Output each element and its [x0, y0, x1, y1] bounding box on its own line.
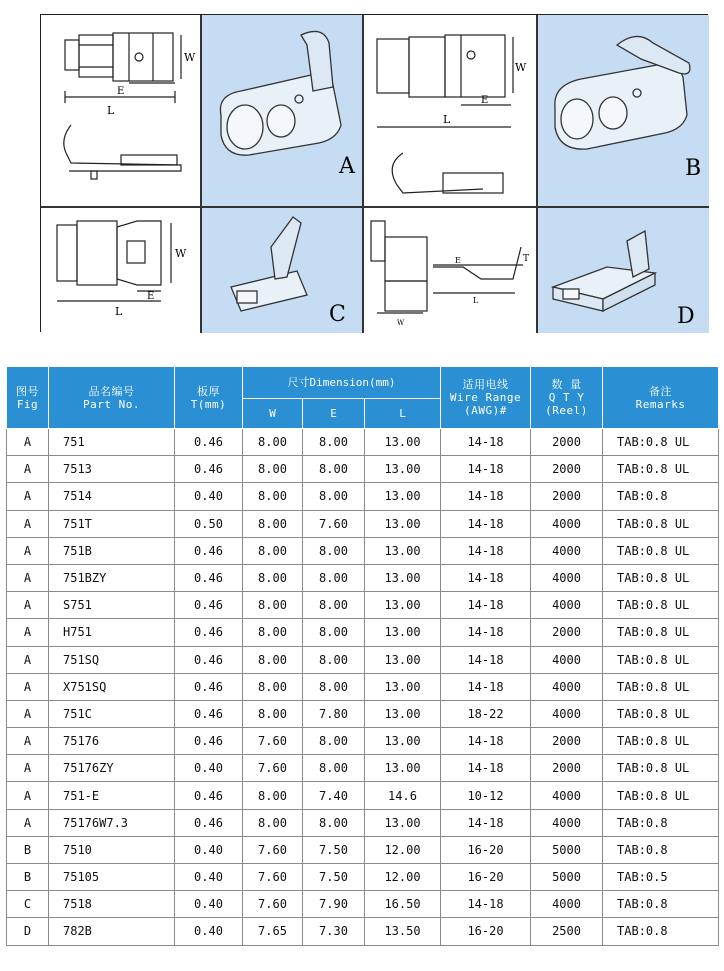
cell-part-no: 751SQ [49, 646, 175, 673]
terminal-d-drawing-svg [363, 207, 537, 333]
table-row [7, 564, 719, 591]
cell-thickness: 0.40 [175, 891, 243, 918]
cell-remarks: TAB:0.8 [603, 918, 719, 945]
cell-thickness: 0.46 [175, 700, 243, 727]
table-row [7, 728, 719, 755]
dim-w-label-a: W [184, 51, 196, 64]
cell-l: 13.00 [365, 537, 441, 564]
cell-qty: 2000 [531, 483, 603, 510]
table-row [7, 592, 719, 619]
col-header-w: W [243, 399, 303, 429]
cell-thickness: 0.46 [175, 592, 243, 619]
terminal-a-drawing-svg [41, 15, 201, 207]
cell-e: 8.00 [303, 564, 365, 591]
cell-thickness: 0.46 [175, 537, 243, 564]
fig-letter-c: C [329, 302, 346, 327]
cell-l: 13.50 [365, 918, 441, 945]
cell-thickness: 0.50 [175, 510, 243, 537]
cell-qty: 2000 [531, 619, 603, 646]
dim-l-label-a: L [107, 104, 115, 117]
cell-w: 8.00 [243, 619, 303, 646]
cell-wire-range: 14-18 [441, 646, 531, 673]
cell-remarks: TAB:0.8 [603, 836, 719, 863]
cell-remarks: TAB:0.8 UL [603, 564, 719, 591]
cell-remarks: TAB:0.8 UL [603, 755, 719, 782]
col-header-qty-en2: (Reel) [545, 404, 588, 417]
col-header-wire [441, 367, 531, 429]
cell-remarks: TAB:0.8 UL [603, 700, 719, 727]
cell-qty: 5000 [531, 864, 603, 891]
cell-part-no: 7518 [49, 891, 175, 918]
col-header-l: L [365, 399, 441, 429]
cell-w: 7.60 [243, 755, 303, 782]
diagram-a-render [201, 15, 363, 207]
col-header-thickness-en: T(mm) [190, 397, 227, 411]
grid-divider-v1 [200, 15, 202, 333]
cell-l: 13.00 [365, 429, 441, 456]
table-row [7, 646, 719, 673]
cell-thickness: 0.40 [175, 864, 243, 891]
spec-table [6, 366, 719, 946]
cell-remarks: TAB:0.8 [603, 809, 719, 836]
dim-e-label-c: E [147, 291, 155, 302]
cell-remarks: TAB:0.8 UL [603, 728, 719, 755]
cell-thickness: 0.46 [175, 728, 243, 755]
cell-l: 12.00 [365, 864, 441, 891]
cell-thickness: 0.40 [175, 836, 243, 863]
cell-w: 8.00 [243, 537, 303, 564]
cell-thickness: 0.46 [175, 673, 243, 700]
cell-wire-range: 14-18 [441, 537, 531, 564]
cell-wire-range: 16-20 [441, 864, 531, 891]
col-header-e: E [303, 399, 365, 429]
cell-w: 8.00 [243, 564, 303, 591]
cell-e: 8.00 [303, 537, 365, 564]
cell-e: 8.00 [303, 809, 365, 836]
cell-l: 13.00 [365, 728, 441, 755]
cell-fig: A [7, 728, 49, 755]
dim-w-label-c: W [175, 247, 187, 260]
dim-l-label-d: L [473, 296, 479, 305]
table-row [7, 483, 719, 510]
grid-divider-h1 [41, 206, 709, 208]
diagram-d-drawing [363, 207, 537, 333]
terminal-b-drawing-svg [363, 15, 537, 207]
cell-fig: A [7, 564, 49, 591]
cell-l: 13.00 [365, 673, 441, 700]
cell-e: 7.50 [303, 864, 365, 891]
cell-fig: A [7, 673, 49, 700]
diagram-b-render [537, 15, 709, 207]
col-header-wire-en2: (AWG)# [464, 404, 507, 417]
cell-part-no: 751-E [49, 782, 175, 809]
cell-l: 12.00 [365, 836, 441, 863]
cell-w: 7.65 [243, 918, 303, 945]
cell-thickness: 0.46 [175, 429, 243, 456]
cell-w: 7.60 [243, 836, 303, 863]
col-header-thickness-cn: 板厚 [197, 384, 220, 398]
cell-w: 8.00 [243, 429, 303, 456]
dim-e-label-a: E [117, 86, 125, 97]
cell-remarks: TAB:0.8 UL [603, 537, 719, 564]
table-row [7, 891, 719, 918]
cell-w: 7.60 [243, 728, 303, 755]
cell-e: 8.00 [303, 728, 365, 755]
cell-wire-range: 14-18 [441, 755, 531, 782]
dim-l-label-b: L [443, 113, 451, 126]
cell-part-no: 75176 [49, 728, 175, 755]
cell-wire-range: 16-20 [441, 918, 531, 945]
cell-fig: D [7, 918, 49, 945]
cell-wire-range: 14-18 [441, 673, 531, 700]
cell-fig: A [7, 429, 49, 456]
cell-part-no: 7514 [49, 483, 175, 510]
cell-qty: 2000 [531, 456, 603, 483]
cell-remarks: TAB:0.8 UL [603, 646, 719, 673]
fig-letter-a: A [339, 154, 355, 179]
cell-l: 13.00 [365, 809, 441, 836]
cell-w: 8.00 [243, 700, 303, 727]
cell-e: 7.30 [303, 918, 365, 945]
cell-w: 8.00 [243, 809, 303, 836]
cell-remarks: TAB:0.8 UL [603, 673, 719, 700]
table-row [7, 700, 719, 727]
cell-part-no: 7510 [49, 836, 175, 863]
diagram-a-drawing [41, 15, 201, 207]
cell-w: 8.00 [243, 510, 303, 537]
col-header-remarks-cn: 备注 [649, 384, 673, 398]
col-header-qty [531, 367, 603, 429]
cell-fig: A [7, 537, 49, 564]
cell-qty: 4000 [531, 673, 603, 700]
cell-part-no: 751B [49, 537, 175, 564]
grid-divider-v2 [362, 15, 364, 333]
cell-wire-range: 14-18 [441, 809, 531, 836]
cell-l: 13.00 [365, 564, 441, 591]
cell-wire-range: 14-18 [441, 564, 531, 591]
cell-part-no: H751 [49, 619, 175, 646]
cell-part-no: S751 [49, 592, 175, 619]
cell-fig: A [7, 510, 49, 537]
cell-l: 13.00 [365, 456, 441, 483]
col-header-part-en: Part No. [83, 397, 140, 411]
cell-qty: 4000 [531, 782, 603, 809]
cell-l: 14.6 [365, 782, 441, 809]
cell-qty: 4000 [531, 510, 603, 537]
table-row [7, 836, 719, 863]
cell-fig: A [7, 456, 49, 483]
cell-part-no: X751SQ [49, 673, 175, 700]
cell-wire-range: 14-18 [441, 891, 531, 918]
cell-remarks: TAB:0.8 UL [603, 592, 719, 619]
terminal-c-render-svg [201, 207, 363, 333]
cell-part-no: 75176ZY [49, 755, 175, 782]
fig-letter-b: B [685, 156, 702, 181]
terminal-a-render-svg [201, 15, 363, 207]
cell-part-no: 782B [49, 918, 175, 945]
cell-fig: C [7, 891, 49, 918]
cell-wire-range: 14-18 [441, 728, 531, 755]
col-header-fig [7, 367, 49, 429]
cell-wire-range: 14-18 [441, 456, 531, 483]
cell-fig: B [7, 864, 49, 891]
cell-part-no: 751C [49, 700, 175, 727]
cell-remarks: TAB:0.8 UL [603, 619, 719, 646]
cell-fig: A [7, 646, 49, 673]
cell-e: 7.60 [303, 510, 365, 537]
table-row [7, 429, 719, 456]
cell-qty: 5000 [531, 836, 603, 863]
cell-e: 8.00 [303, 755, 365, 782]
cell-qty: 2500 [531, 918, 603, 945]
cell-l: 13.00 [365, 510, 441, 537]
cell-w: 8.00 [243, 673, 303, 700]
cell-qty: 4000 [531, 564, 603, 591]
cell-wire-range: 18-22 [441, 700, 531, 727]
cell-remarks: TAB:0.8 [603, 891, 719, 918]
cell-qty: 2000 [531, 728, 603, 755]
col-header-dimension: 尺寸Dimension(mm) [243, 367, 441, 399]
table-row [7, 537, 719, 564]
cell-fig: A [7, 592, 49, 619]
cell-w: 7.60 [243, 891, 303, 918]
cell-w: 8.00 [243, 592, 303, 619]
cell-qty: 2000 [531, 429, 603, 456]
cell-remarks: TAB:0.5 [603, 864, 719, 891]
table-row [7, 755, 719, 782]
terminal-c-drawing-svg [41, 207, 201, 333]
table-row [7, 510, 719, 537]
col-header-wire-en1: Wire Range [449, 391, 522, 404]
cell-l: 13.00 [365, 646, 441, 673]
dim-t-label-d: T [523, 254, 530, 264]
col-header-remarks [603, 367, 719, 429]
terminal-d-render-svg [537, 207, 709, 333]
cell-wire-range: 14-18 [441, 510, 531, 537]
fig-letter-d: D [677, 304, 695, 329]
cell-part-no: 751BZY [49, 564, 175, 591]
col-header-qty-cn: 数 量 [551, 378, 582, 391]
spec-table-body [7, 429, 719, 946]
dim-w-label-b: W [515, 61, 527, 74]
cell-part-no: 7513 [49, 456, 175, 483]
table-row [7, 619, 719, 646]
diagram-grid [40, 14, 708, 332]
cell-thickness: 0.46 [175, 809, 243, 836]
cell-thickness: 0.46 [175, 564, 243, 591]
cell-fig: A [7, 619, 49, 646]
cell-thickness: 0.40 [175, 483, 243, 510]
cell-wire-range: 16-20 [441, 836, 531, 863]
cell-part-no: 75105 [49, 864, 175, 891]
terminal-b-render-svg [537, 15, 709, 207]
cell-qty: 4000 [531, 592, 603, 619]
cell-l: 13.00 [365, 592, 441, 619]
cell-w: 7.60 [243, 864, 303, 891]
cell-e: 8.00 [303, 429, 365, 456]
dim-e-label-d: E [455, 256, 461, 265]
dim-l-label-c: L [115, 305, 123, 318]
cell-qty: 4000 [531, 891, 603, 918]
dim-w-label-d: W [397, 319, 405, 327]
cell-part-no: 751 [49, 429, 175, 456]
cell-remarks: TAB:0.8 [603, 483, 719, 510]
col-header-fig-cn: 图号 [16, 384, 39, 398]
cell-l: 16.50 [365, 891, 441, 918]
diagram-b-drawing [363, 15, 537, 207]
cell-e: 8.00 [303, 619, 365, 646]
cell-remarks: TAB:0.8 UL [603, 456, 719, 483]
cell-w: 8.00 [243, 483, 303, 510]
col-header-wire-cn: 适用电线 [462, 378, 509, 391]
col-header-qty-en1: Q T Y [548, 391, 585, 404]
cell-l: 13.00 [365, 700, 441, 727]
cell-w: 8.00 [243, 456, 303, 483]
cell-w: 8.00 [243, 646, 303, 673]
cell-qty: 4000 [531, 537, 603, 564]
cell-fig: A [7, 755, 49, 782]
cell-thickness: 0.46 [175, 646, 243, 673]
cell-e: 8.00 [303, 592, 365, 619]
table-row [7, 673, 719, 700]
diagram-c-drawing [41, 207, 201, 333]
cell-e: 7.80 [303, 700, 365, 727]
cell-wire-range: 14-18 [441, 483, 531, 510]
cell-e: 7.50 [303, 836, 365, 863]
cell-fig: A [7, 782, 49, 809]
cell-wire-range: 14-18 [441, 619, 531, 646]
cell-w: 8.00 [243, 782, 303, 809]
table-row [7, 782, 719, 809]
cell-thickness: 0.46 [175, 782, 243, 809]
cell-thickness: 0.40 [175, 918, 243, 945]
grid-divider-v3 [536, 15, 538, 333]
cell-part-no: 751T [49, 510, 175, 537]
cell-thickness: 0.46 [175, 619, 243, 646]
cell-e: 7.90 [303, 891, 365, 918]
cell-l: 13.00 [365, 483, 441, 510]
cell-qty: 4000 [531, 809, 603, 836]
table-row [7, 809, 719, 836]
col-header-part [49, 367, 175, 429]
col-header-part-cn: 品名编号 [88, 384, 135, 398]
cell-fig: A [7, 809, 49, 836]
col-header-thickness [175, 367, 243, 429]
diagram-c-render [201, 207, 363, 333]
dim-e-label-b: E [481, 95, 489, 106]
table-row [7, 918, 719, 945]
diagram-d-render [537, 207, 709, 333]
cell-qty: 2000 [531, 755, 603, 782]
table-row [7, 456, 719, 483]
col-header-remarks-en: Remarks [635, 397, 686, 411]
cell-wire-range: 10-12 [441, 782, 531, 809]
cell-e: 8.00 [303, 456, 365, 483]
cell-e: 8.00 [303, 483, 365, 510]
cell-e: 7.40 [303, 782, 365, 809]
table-header-row [7, 367, 719, 399]
cell-wire-range: 14-18 [441, 429, 531, 456]
cell-thickness: 0.40 [175, 755, 243, 782]
cell-fig: A [7, 700, 49, 727]
cell-l: 13.00 [365, 755, 441, 782]
cell-e: 8.00 [303, 646, 365, 673]
table-row [7, 864, 719, 891]
cell-qty: 4000 [531, 646, 603, 673]
cell-qty: 4000 [531, 700, 603, 727]
cell-remarks: TAB:0.8 UL [603, 429, 719, 456]
col-header-fig-en: Fig [16, 397, 39, 411]
cell-fig: A [7, 483, 49, 510]
cell-thickness: 0.46 [175, 456, 243, 483]
cell-l: 13.00 [365, 619, 441, 646]
cell-wire-range: 14-18 [441, 592, 531, 619]
cell-fig: B [7, 836, 49, 863]
cell-remarks: TAB:0.8 UL [603, 782, 719, 809]
cell-part-no: 75176W7.3 [49, 809, 175, 836]
cell-remarks: TAB:0.8 UL [603, 510, 719, 537]
cell-e: 8.00 [303, 673, 365, 700]
